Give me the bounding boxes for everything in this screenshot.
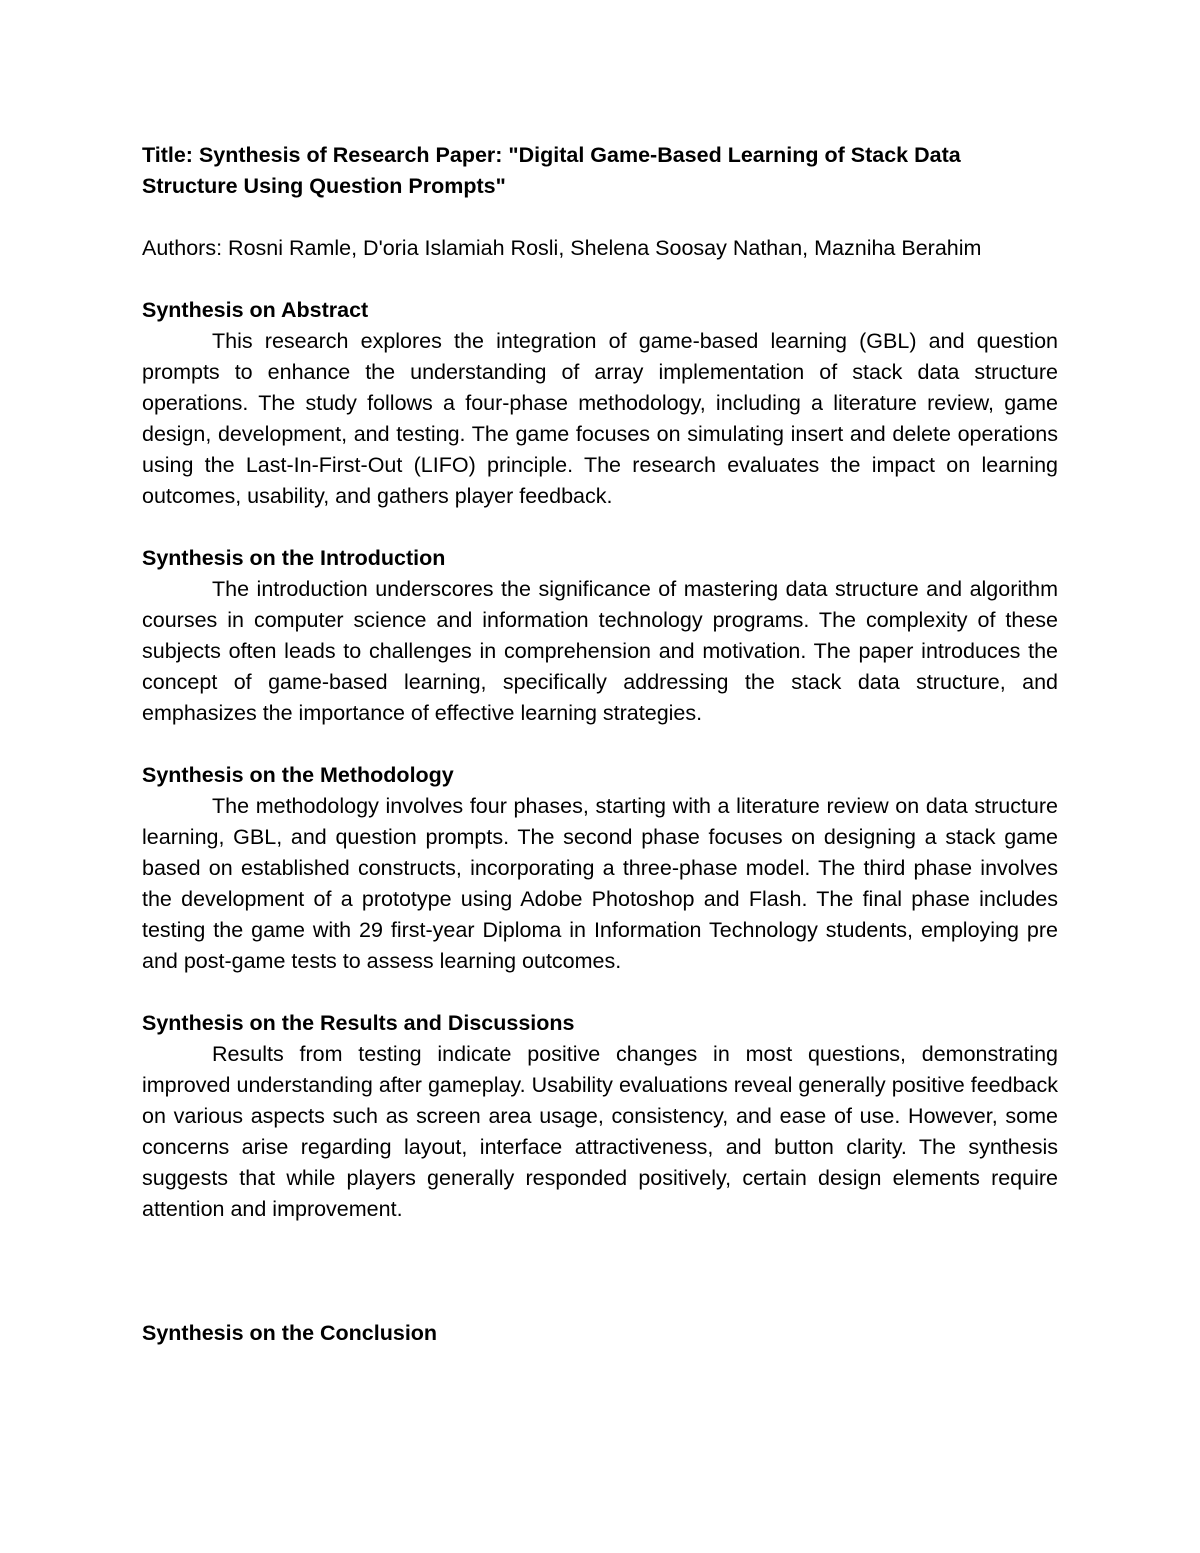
section-body: Results from testing indicate positive changes in most questions, demonstrating improved understanding after gameplay. Usability evaluations reveal generally positive feedback on various aspects such as screen area usage, consistency, and ease of use. However, some concerns arise regarding layout, interface attractiveness, and button clarity. The synthesis suggests that while players generally responded positively, certain design elements require attention and improvement. — [142, 1042, 1058, 1221]
section-heading: Synthesis on the Introduction — [142, 546, 446, 570]
section-heading: Synthesis on the Results and Discussions — [142, 1011, 575, 1035]
section-body: The methodology involves four phases, starting with a literature review on data structure learning, GBL, and question prompts. The second phase focuses on designing a stack game based on established constructs, incorporating a three-phase model. The third phase involves the development of a prototype using Adobe Photoshop and Flash. The final phase includes testing the game with 29 first-year Diploma in Information Technology students, employing pre and post-game tests to assess learning outcomes. — [142, 794, 1058, 973]
section-results-discussions — [142, 1008, 1058, 1225]
section-heading: Synthesis on Abstract — [142, 298, 369, 322]
section-methodology — [142, 760, 1058, 977]
section-body: This research explores the integration of game-based learning (GBL) and question prompts to enhance the understanding of array implementation of stack data structure operations. The study follows a four-phase methodology, including a literature review, game design, development, and testing. The game focuses on simulating insert and delete operations using the Last-In-First-Out (LIFO) principle. The research evaluates the impact on learning outcomes, usability, and gathers player feedback. — [142, 329, 1058, 508]
section-heading: Synthesis on the Conclusion — [142, 1321, 438, 1345]
section-abstract — [142, 295, 1058, 512]
section-conclusion — [142, 1318, 1058, 1349]
section-body: The introduction underscores the significance of mastering data structure and algorithm courses in computer science and information technology programs. The complexity of these subjects often leads to challenges in comprehension and motivation. The paper introduces the concept of game-based learning, specifically addressing the stack data structure, and emphasizes the importance of effective learning strategies. — [142, 577, 1058, 725]
document-page — [142, 140, 1058, 1349]
section-introduction — [142, 543, 1058, 729]
document-title: Title: Synthesis of Research Paper: "Digital Game-Based Learning of Stack Data Structure Using Question Prompts" — [142, 143, 961, 198]
section-heading: Synthesis on the Methodology — [142, 763, 454, 787]
document-authors: Authors: Rosni Ramle, D'oria Islamiah Rosli, Shelena Soosay Nathan, Mazniha Berahim — [142, 236, 982, 260]
